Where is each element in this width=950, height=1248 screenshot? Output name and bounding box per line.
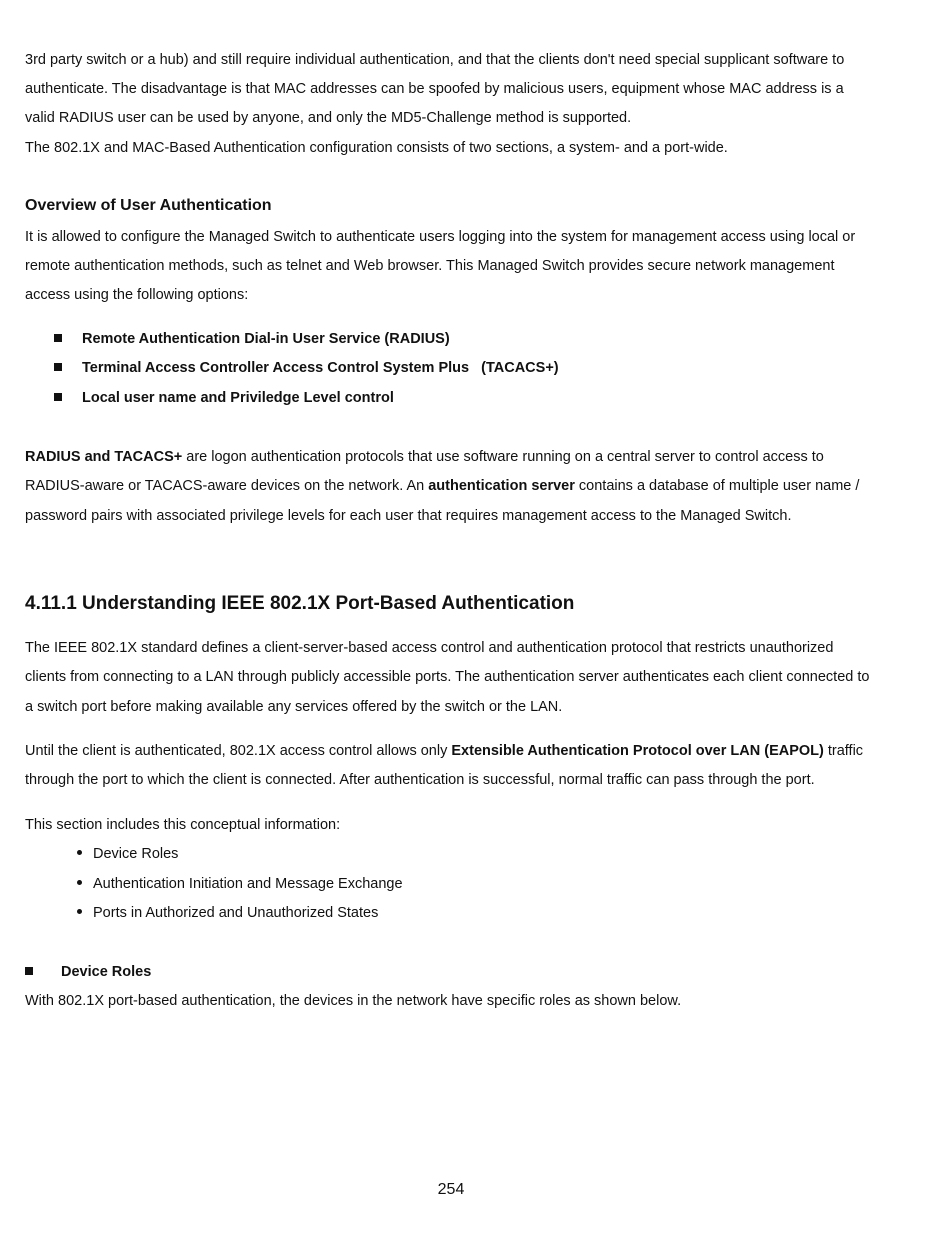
radius-term: RADIUS and TACACS+: [25, 449, 183, 465]
intro-line-4: The 802.1X and MAC-Based Authentication configuration consists of two sections, a system- and a port-wide.: [25, 140, 728, 156]
option-label: Remote Authentication Dial-in User Service (RADIUS): [82, 331, 450, 347]
section-para1-line-1: The IEEE 802.1X standard defines a client-server-based access control and authentication protocol that restricts unauthorized: [25, 640, 834, 656]
section-para2-line-1: [25, 742, 863, 760]
radius-line-3: password pairs with associated privilege levels for each user that requires management access to the Managed Switch.: [25, 508, 792, 524]
intro-line-3: valid RADIUS user can be used by anyone, and only the MD5-Challenge method is supported.: [25, 110, 632, 126]
auth-server-term: authentication server: [428, 478, 575, 494]
radius-line-1: [25, 448, 824, 466]
square-bullet-icon: [54, 363, 62, 371]
bullet-dot-icon: [77, 909, 82, 914]
overview-line-2: remote authentication methods, such as telnet and Web browser. This Managed Switch provides secure network management: [25, 258, 835, 274]
bullet-dot-icon: [77, 850, 82, 855]
overview-line-1: It is allowed to configure the Managed Switch to authenticate users logging into the system for management access using local or: [25, 229, 856, 245]
topic-label: Authentication Initiation and Message Exchange: [93, 876, 403, 892]
section-para1-line-3: a switch port before making available any services offered by the switch or the LAN.: [25, 699, 563, 715]
section-para1-line-2: clients from connecting to a LAN through publicly accessible ports. The authentication server authenticates each client connected to: [25, 669, 870, 685]
topic-item: [77, 875, 403, 893]
eapol-term: Extensible Authentication Protocol over LAN (EAPOL): [451, 743, 824, 759]
option-label: Local user name and Priviledge Level control: [82, 390, 394, 406]
topic-label: Device Roles: [93, 846, 179, 862]
section-heading: 4.11.1 Understanding IEEE 802.1X Port-Based Authentication: [25, 593, 575, 614]
overview-line-3: access using the following options:: [25, 287, 249, 303]
square-bullet-icon: [25, 967, 33, 975]
overview-heading: Overview of User Authentication: [25, 197, 272, 214]
para2-post: traffic: [823, 743, 864, 759]
square-bullet-icon: [54, 334, 62, 342]
option-item-radius: [54, 330, 450, 348]
radius-line-2-post: contains a database of multiple user name /: [574, 478, 860, 494]
option-item-tacacs: [54, 359, 559, 377]
topic-item: [77, 904, 378, 922]
intro-line-1: 3rd party switch or a hub) and still require individual authentication, and that the clients don't need special supplicant software to: [25, 52, 845, 68]
page-number: 254: [437, 1181, 465, 1198]
radius-line-2: [25, 477, 859, 495]
device-roles-heading: [25, 963, 151, 981]
device-roles-title: Device Roles: [61, 964, 152, 980]
option-item-local: [54, 389, 394, 407]
radius-line-2-pre: RADIUS-aware or TACACS-aware devices on the network. An: [25, 478, 429, 494]
section-para2-line-2: through the port to which the client is connected. After authentication is successful, normal traffic can pass through the port.: [25, 772, 815, 788]
radius-line-1-text: are logon authentication protocols that use software running on a central server to control access to: [182, 449, 824, 465]
para2-pre: Until the client is authenticated, 802.1X access control allows only: [25, 743, 452, 759]
section-para3: This section includes this conceptual information:: [25, 817, 341, 833]
intro-line-2: authenticate. The disadvantage is that MAC addresses can be spoofed by malicious users, equipment whose MAC address is a: [25, 81, 844, 97]
topic-item: [77, 845, 178, 863]
square-bullet-icon: [54, 393, 62, 401]
bullet-dot-icon: [77, 880, 82, 885]
option-label: Terminal Access Controller Access Control System Plus (TACACS+): [82, 360, 559, 376]
device-roles-text: With 802.1X port-based authentication, the devices in the network have specific roles as shown below.: [25, 993, 682, 1009]
topic-label: Ports in Authorized and Unauthorized States: [93, 905, 379, 921]
